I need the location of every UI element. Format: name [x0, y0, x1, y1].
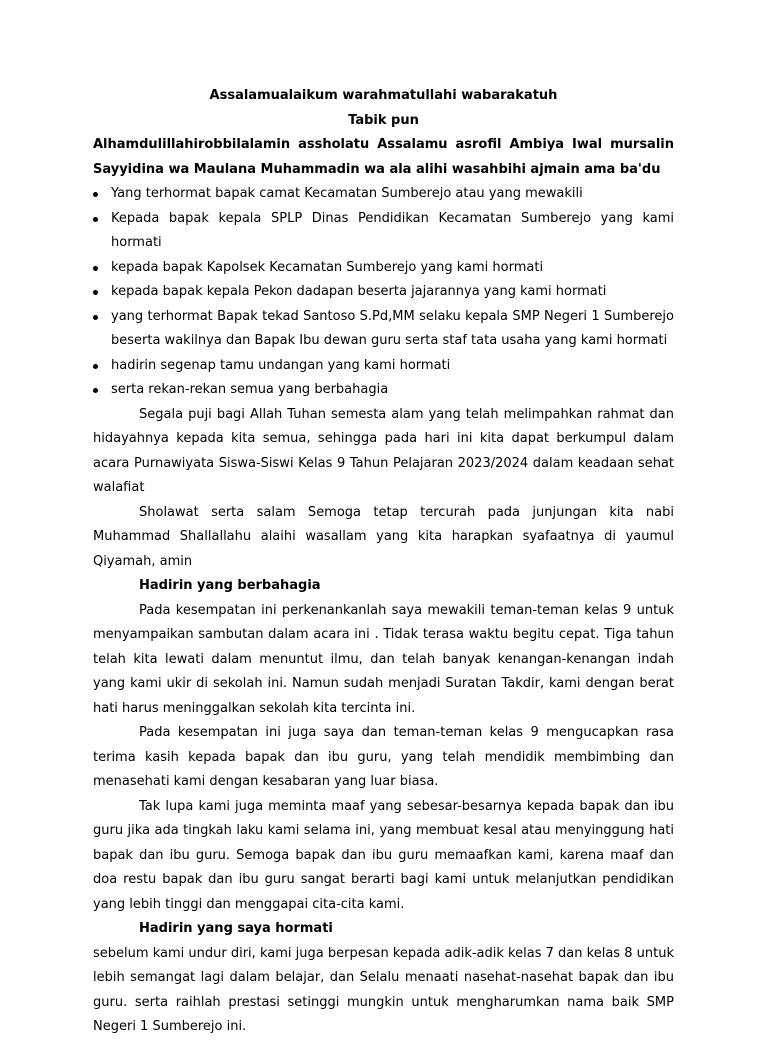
- list-item-text: serta rekan-rekan semua yang berbahagia: [111, 382, 389, 397]
- bullet-icon: [93, 364, 98, 369]
- list-item: [93, 280, 674, 305]
- list-item: [93, 354, 674, 379]
- praise-paragraph: Segala puji bagi Allah Tuhan semesta alam yang telah melimpahkan rahmat dan hidayahnya kepada kita semua, sehingga pada hari ini kita dapat berkumpul dalam acara Purnawiyata Siswa-Siswi Kelas 9 Tahun Pelajaran 2023/2024 dalam keadaan sehat walafiat: [93, 406, 674, 495]
- bullet-icon: [93, 388, 98, 393]
- list-item: [93, 207, 674, 256]
- sholawat-paragraph: Sholawat serta salam Semoga tetap tercurah pada junjungan kita nabi Muhammad Shallallahu alaihi wasallam yang kita harapkan syafaatnya di yaumul Qiyamah, amin: [93, 504, 674, 569]
- farewell-paragraph: sebelum kami undur diri, kami juga berpesan kepada adik-adik kelas 7 dan kelas 8 untuk lebih semangat lagi dalam belajar, dan Selalu menaati nasehat-nasehat bapak dan ibu guru. serta raihlah prestasi setinggi mungkin untuk mengharumkan nama baik SMP Negeri 1 Sumberejo ini.: [93, 945, 674, 1034]
- list-item: [93, 378, 674, 403]
- list-item-text: yang terhormat Bapak tekad Santoso S.Pd,MM selaku kepala SMP Negeri 1 Sumberejo beserta wakilnya dan Bapak Ibu dewan guru serta staf tata usaha yang kami hormati: [111, 308, 674, 348]
- bullet-icon: [93, 217, 98, 222]
- subheading-berbahagia: Hadirin yang berbahagia: [139, 578, 321, 593]
- list-item-text: kepada bapak Kapolsek Kecamatan Sumberejo yang kami hormati: [111, 259, 544, 275]
- opening-paragraph: Alhamdulillahirobbilalamin assholatu Assalamu asrofil Ambiya Iwal mursalin Sayyidina wa Maulana Muhammadin wa ala alihi wasahbihi ajmain ama ba'du: [93, 137, 674, 177]
- bullet-icon: [93, 266, 98, 271]
- list-item-text: hadirin segenap tamu undangan yang kami hormati: [111, 357, 451, 373]
- tabik-heading: Tabik pun: [348, 112, 419, 128]
- thanks-paragraph: Pada kesempatan ini juga saya dan teman-teman kelas 9 mengucapkan rasa terima kasih kepada bapak dan ibu guru, yang telah mendidik membimbing dan menasehati kami dengan kesabaran yang luar biasa.: [93, 725, 674, 789]
- list-item-text: kepada bapak kepala Pekon dadapan beserta jajarannya yang kami hormati: [111, 284, 607, 299]
- list-item: [93, 256, 674, 281]
- represent-paragraph: Pada kesempatan ini perkenankanlah saya mewakili teman-teman kelas 9 untuk menyampaikan sambutan dalam acara ini . Tidak terasa waktu begitu cepat. Tiga tahun telah kita lewati dalam menuntut ilmu, dan telah banyak kenangan-kenangan indah yang kami ukir di sekolah ini. Namun sudah menjadi Suratan Takdir, kami dengan berat hati harus meninggalkan sekolah kita tercinta ini.: [93, 602, 674, 716]
- bullet-icon: [93, 315, 98, 320]
- bullet-icon: [93, 192, 98, 197]
- apology-paragraph: Tak lupa kami juga meminta maaf yang sebesar-besarnya kepada bapak dan ibu guru jika ada tingkah laku kami selama ini, yang membuat kesal atau menyinggung hati bapak dan ibu guru. Semoga bapak dan ibu guru memaafkan kami, karena maaf dan doa restu bapak dan ibu guru sangat berarti bagi kami untuk melanjutkan pendidikan yang lebih tinggi dan menggapai cita-cita kami.: [93, 798, 674, 912]
- list-item: [93, 305, 674, 354]
- salutation-list: [93, 182, 674, 403]
- subheading-hormati: Hadirin yang saya hormati: [139, 921, 333, 936]
- document-page: [93, 84, 674, 1040]
- greeting-heading: Assalamualaikum warahmatullahi wabarakatuh: [209, 88, 558, 103]
- list-item: [93, 182, 674, 207]
- list-item-text: Yang terhormat bapak camat Kecamatan Sumberejo atau yang mewakili: [111, 186, 583, 201]
- list-item-text: Kepada bapak kepala SPLP Dinas Pendidikan Kecamatan Sumberejo yang kami hormati: [111, 210, 674, 250]
- bullet-icon: [93, 290, 98, 295]
